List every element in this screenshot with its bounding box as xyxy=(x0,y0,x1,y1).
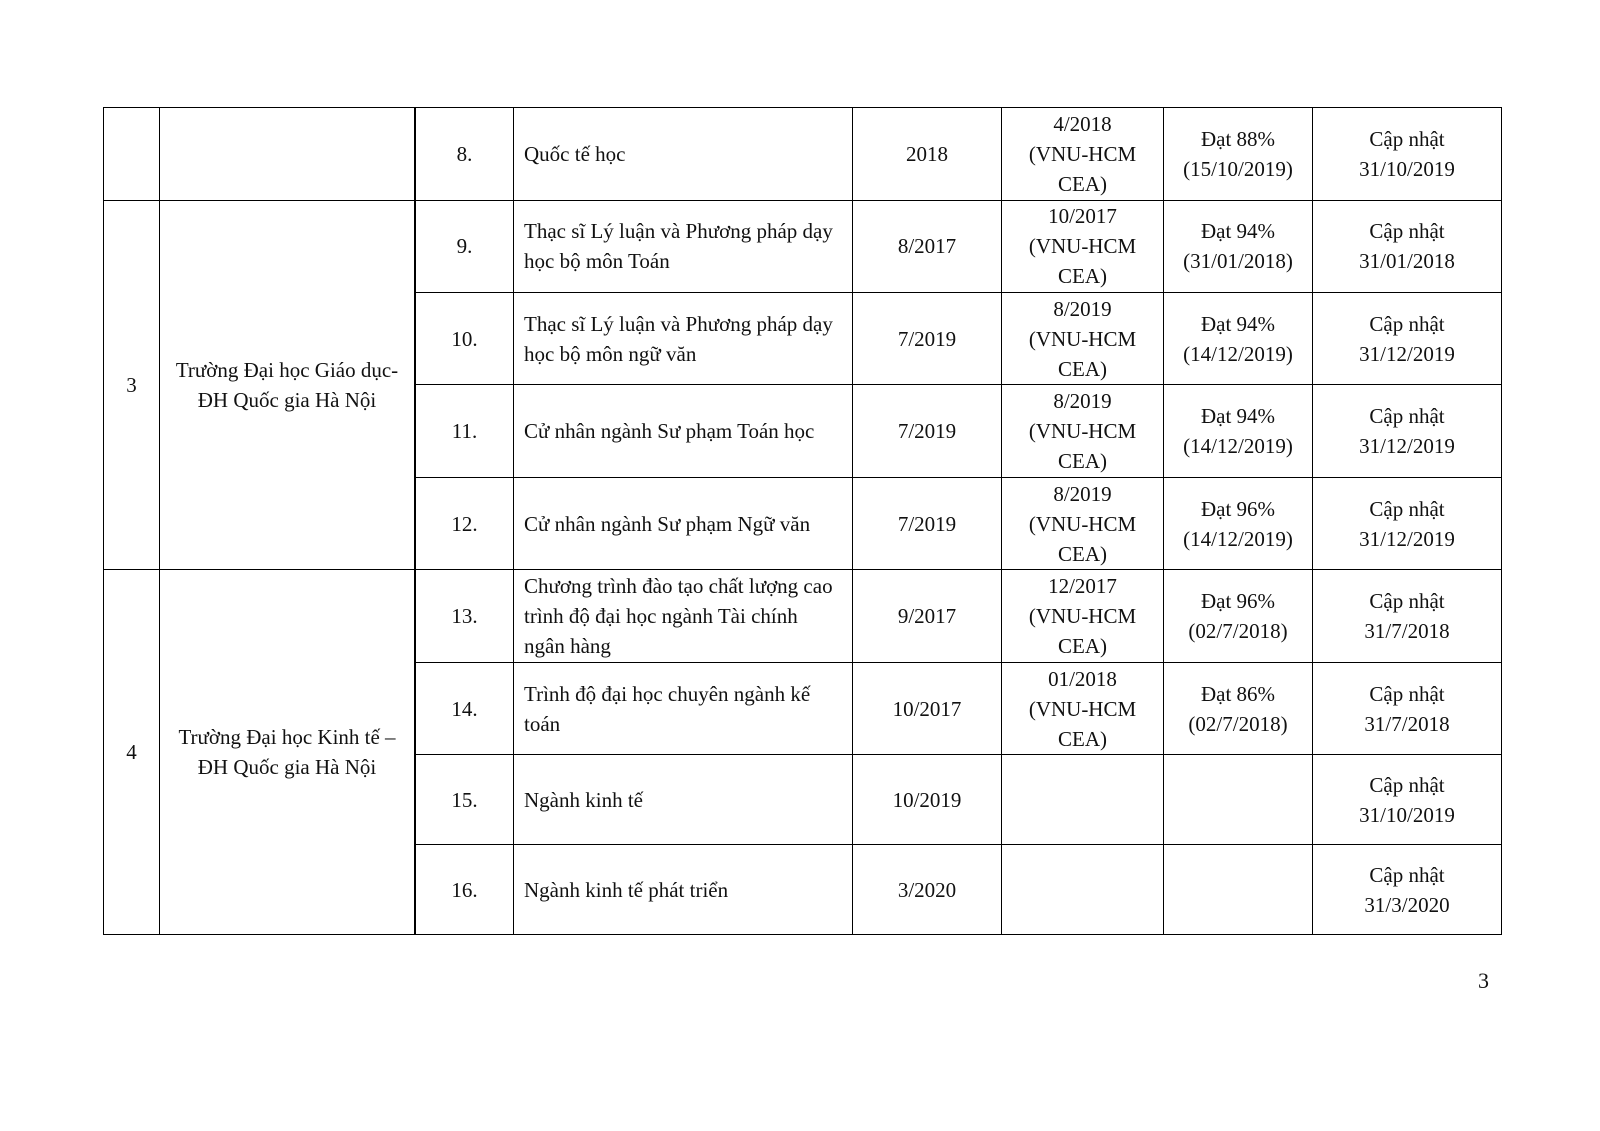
school-name: Trường Đại học Kinh tế – ĐH Quốc gia Hà Nội xyxy=(160,570,415,935)
evaluation-date xyxy=(1002,755,1164,845)
table-row xyxy=(415,107,1502,201)
result-line: (31/01/2018) xyxy=(1183,249,1293,273)
eval-line: (VNU-HCM xyxy=(1028,696,1137,721)
evaluation-result xyxy=(1164,570,1313,663)
row-number: 15. xyxy=(415,755,514,845)
row-number: 13. xyxy=(415,570,514,663)
status-line: 31/12/2019 xyxy=(1359,434,1455,458)
row-number: 9. xyxy=(415,200,514,293)
program-name: Trình độ đại học chuyên ngành kế toán xyxy=(514,663,853,755)
start-date: 7/2019 xyxy=(853,478,1002,570)
evaluation-result xyxy=(1164,385,1313,478)
result-line: (14/12/2019) xyxy=(1183,434,1293,458)
start-date: 3/2020 xyxy=(853,845,1002,935)
update-status xyxy=(1313,845,1502,935)
result-line: Đạt 94% xyxy=(1200,219,1276,243)
table-row xyxy=(415,663,1502,755)
evaluation-date xyxy=(1002,108,1164,201)
eval-line: CEA) xyxy=(1058,541,1107,566)
evaluation-result xyxy=(1164,200,1313,293)
evaluation-date xyxy=(1002,478,1164,570)
status-line: Cập nhật xyxy=(1369,496,1445,521)
eval-line: (VNU-HCM xyxy=(1028,511,1137,536)
table-row xyxy=(415,478,1502,570)
evaluation-date xyxy=(1002,663,1164,755)
row-number: 8. xyxy=(415,108,514,201)
eval-line: (VNU-HCM xyxy=(1028,234,1137,258)
update-status xyxy=(1313,385,1502,478)
school-cell xyxy=(160,108,415,201)
update-status xyxy=(1313,293,1502,385)
start-date: 10/2019 xyxy=(853,755,1002,845)
eval-line: 01/2018 xyxy=(1048,666,1117,691)
result-line: Đạt 88% xyxy=(1200,127,1276,151)
start-date: 7/2019 xyxy=(853,385,1002,478)
row-number: 11. xyxy=(415,385,514,478)
evaluation-result xyxy=(1164,845,1313,935)
table-row xyxy=(415,200,1502,293)
evaluation-result xyxy=(1164,663,1313,755)
eval-line: 8/2019 xyxy=(1053,389,1112,413)
program-name: Thạc sĩ Lý luận và Phương pháp dạy học bộ môn ngữ văn xyxy=(514,293,853,385)
status-line: Cập nhật xyxy=(1369,311,1445,336)
table-row xyxy=(415,570,1502,663)
eval-line: (VNU-HCM xyxy=(1028,326,1137,351)
page-number: 3 xyxy=(1478,968,1489,993)
row-number: 10. xyxy=(415,293,514,385)
status-line: 31/7/2018 xyxy=(1364,711,1450,736)
table-row xyxy=(415,755,1502,845)
status-line: 31/10/2019 xyxy=(1359,157,1455,181)
status-line: 31/12/2019 xyxy=(1359,341,1455,366)
group-index: 3 xyxy=(103,200,160,570)
status-line: Cập nhật xyxy=(1369,404,1445,428)
update-status xyxy=(1313,570,1502,663)
group-3 xyxy=(103,200,415,570)
table-row xyxy=(415,293,1502,385)
status-line: Cập nhật xyxy=(1369,772,1445,797)
start-date: 2018 xyxy=(853,108,1002,201)
program-name: Thạc sĩ Lý luận và Phương pháp dạy học bộ môn Toán xyxy=(514,200,853,293)
program-name: Ngành kinh tế xyxy=(514,755,853,845)
status-line: 31/01/2018 xyxy=(1359,249,1455,273)
eval-line: CEA) xyxy=(1058,264,1107,288)
status-line: 31/7/2018 xyxy=(1364,619,1450,643)
eval-line: 4/2018 xyxy=(1053,112,1112,136)
program-name: Ngành kinh tế phát triển xyxy=(514,845,853,935)
evaluation-date xyxy=(1002,293,1164,385)
result-line: (14/12/2019) xyxy=(1183,341,1293,366)
update-status xyxy=(1313,663,1502,755)
update-status xyxy=(1313,478,1502,570)
update-status xyxy=(1313,755,1502,845)
row-number: 16. xyxy=(415,845,514,935)
result-line: Đạt 96% xyxy=(1200,589,1276,613)
eval-line: 8/2019 xyxy=(1053,296,1112,321)
status-line: 31/3/2020 xyxy=(1364,892,1450,917)
evaluation-date xyxy=(1002,385,1164,478)
program-name: Chương trình đào tạo chất lượng cao trình độ đại học ngành Tài chính ngân hàng xyxy=(514,570,853,663)
index-cell xyxy=(103,108,160,201)
eval-line: 10/2017 xyxy=(1048,204,1117,228)
status-line: 31/10/2019 xyxy=(1359,802,1455,827)
start-date: 8/2017 xyxy=(853,200,1002,293)
result-line: Đạt 96% xyxy=(1200,496,1276,521)
group-4 xyxy=(103,570,415,935)
program-name: Quốc tế học xyxy=(514,108,853,201)
status-line: Cập nhật xyxy=(1369,127,1445,151)
eval-line: CEA) xyxy=(1058,172,1107,196)
evaluation-date xyxy=(1002,200,1164,293)
eval-line: CEA) xyxy=(1058,634,1107,658)
update-status xyxy=(1313,108,1502,201)
result-line: Đạt 94% xyxy=(1200,404,1276,428)
program-name: Cử nhân ngành Sư phạm Ngữ văn xyxy=(514,478,853,570)
eval-line: CEA) xyxy=(1058,449,1107,473)
result-line: (15/10/2019) xyxy=(1183,157,1293,181)
status-line: Cập nhật xyxy=(1369,589,1445,613)
table-row xyxy=(415,845,1502,935)
result-line: (02/7/2018) xyxy=(1188,619,1288,643)
evaluation-result xyxy=(1164,755,1313,845)
eval-line: 12/2017 xyxy=(1048,574,1117,598)
eval-line: (VNU-HCM xyxy=(1028,142,1137,166)
update-status xyxy=(1313,200,1502,293)
result-line: (02/7/2018) xyxy=(1188,711,1288,736)
status-line: 31/12/2019 xyxy=(1359,526,1455,551)
eval-line: (VNU-HCM xyxy=(1028,419,1137,443)
result-line: Đạt 86% xyxy=(1200,681,1276,706)
evaluation-date xyxy=(1002,845,1164,935)
start-date: 9/2017 xyxy=(853,570,1002,663)
program-name: Cử nhân ngành Sư phạm Toán học xyxy=(514,385,853,478)
evaluation-result xyxy=(1164,293,1313,385)
group-index: 4 xyxy=(103,570,160,935)
start-date: 7/2019 xyxy=(853,293,1002,385)
row-number: 12. xyxy=(415,478,514,570)
evaluation-date xyxy=(1002,570,1164,663)
start-date: 10/2017 xyxy=(853,663,1002,755)
evaluation-result xyxy=(1164,108,1313,201)
status-line: Cập nhật xyxy=(1369,219,1445,243)
eval-line: CEA) xyxy=(1058,726,1107,751)
result-line: (14/12/2019) xyxy=(1183,526,1293,551)
school-name: Trường Đại học Giáo dục- ĐH Quốc gia Hà Nội xyxy=(160,200,415,570)
status-line: Cập nhật xyxy=(1369,681,1445,706)
eval-line: CEA) xyxy=(1058,356,1107,381)
eval-line: 8/2019 xyxy=(1053,481,1112,506)
row-number: 14. xyxy=(415,663,514,755)
status-line: Cập nhật xyxy=(1369,862,1445,887)
result-line: Đạt 94% xyxy=(1200,311,1276,336)
table-row xyxy=(415,385,1502,478)
evaluation-result xyxy=(1164,478,1313,570)
eval-line: (VNU-HCM xyxy=(1028,604,1137,628)
